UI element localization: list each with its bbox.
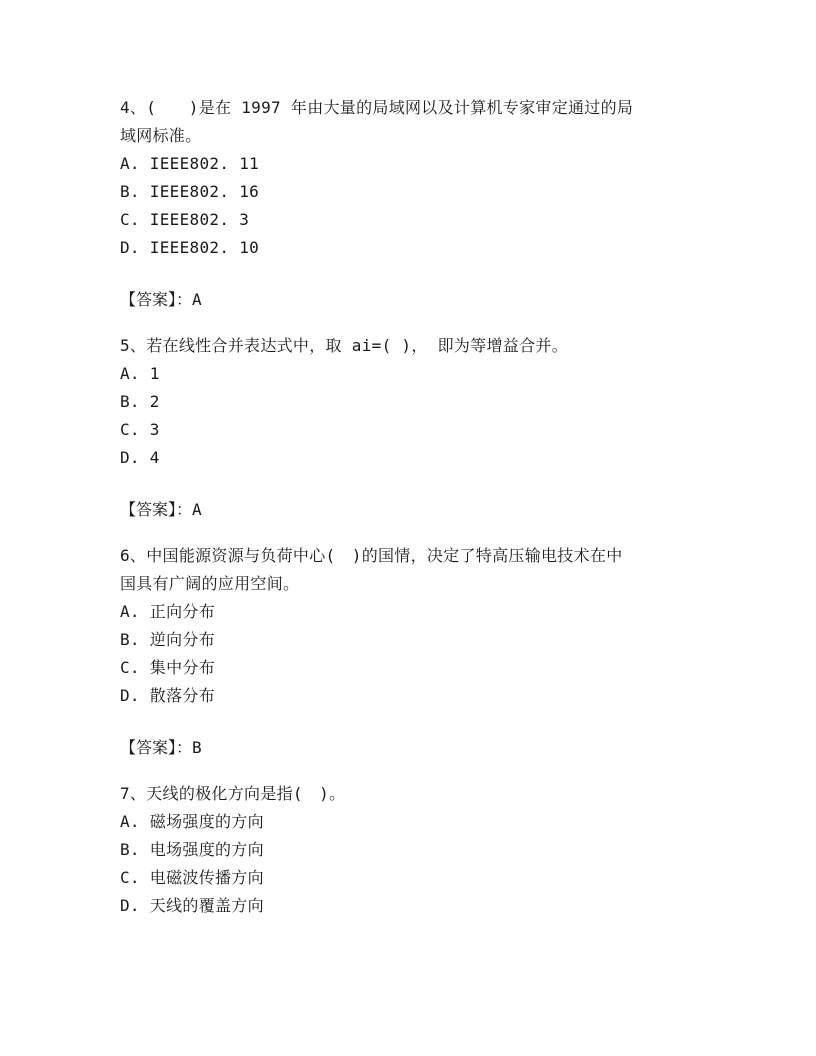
exam-page [120,94,700,920]
option-a: A. 1 [120,364,160,383]
option-d: D. 4 [120,448,160,467]
option-c: C. 3 [120,420,160,439]
answer-label: 【答案】：A [120,500,202,519]
question-7 [120,780,700,920]
question-6 [120,542,700,762]
option-d: D. IEEE802. 10 [120,238,260,257]
option-b: B. 2 [120,392,160,411]
option-b: B. 电场强度的方向 [120,840,264,859]
option-b: B. 逆向分布 [120,630,215,649]
option-b: B. IEEE802. 16 [120,182,260,201]
option-a: A. IEEE802. 11 [120,154,260,173]
option-a: A. 磁场强度的方向 [120,812,264,831]
question-stem-line: 5、若在线性合并表达式中，取 ai=( )， 即为等增益合并。 [120,336,568,355]
question-stem-line: 7、天线的极化方向是指( )。 [120,784,346,803]
question-stem-line: 6、中国能源资源与负荷中心( )的国情，决定了特高压输电技术在中 [120,546,623,565]
question-stem-line: 4、( )是在 1997 年由大量的局域网以及计算机专家审定通过的局 [120,98,634,117]
question-stem-line: 域网标准。 [120,126,202,145]
answer-label: 【答案】：B [120,738,202,757]
question-4 [120,94,700,314]
answer-label: 【答案】：A [120,290,202,309]
option-a: A. 正向分布 [120,602,215,621]
option-d: D. 散落分布 [120,686,215,705]
option-d: D. 天线的覆盖方向 [120,896,264,915]
question-stem-line: 国具有广阔的应用空间。 [120,574,300,593]
option-c: C. IEEE802. 3 [120,210,250,229]
option-c: C. 电磁波传播方向 [120,868,264,887]
option-c: C. 集中分布 [120,658,215,677]
question-5 [120,332,700,524]
